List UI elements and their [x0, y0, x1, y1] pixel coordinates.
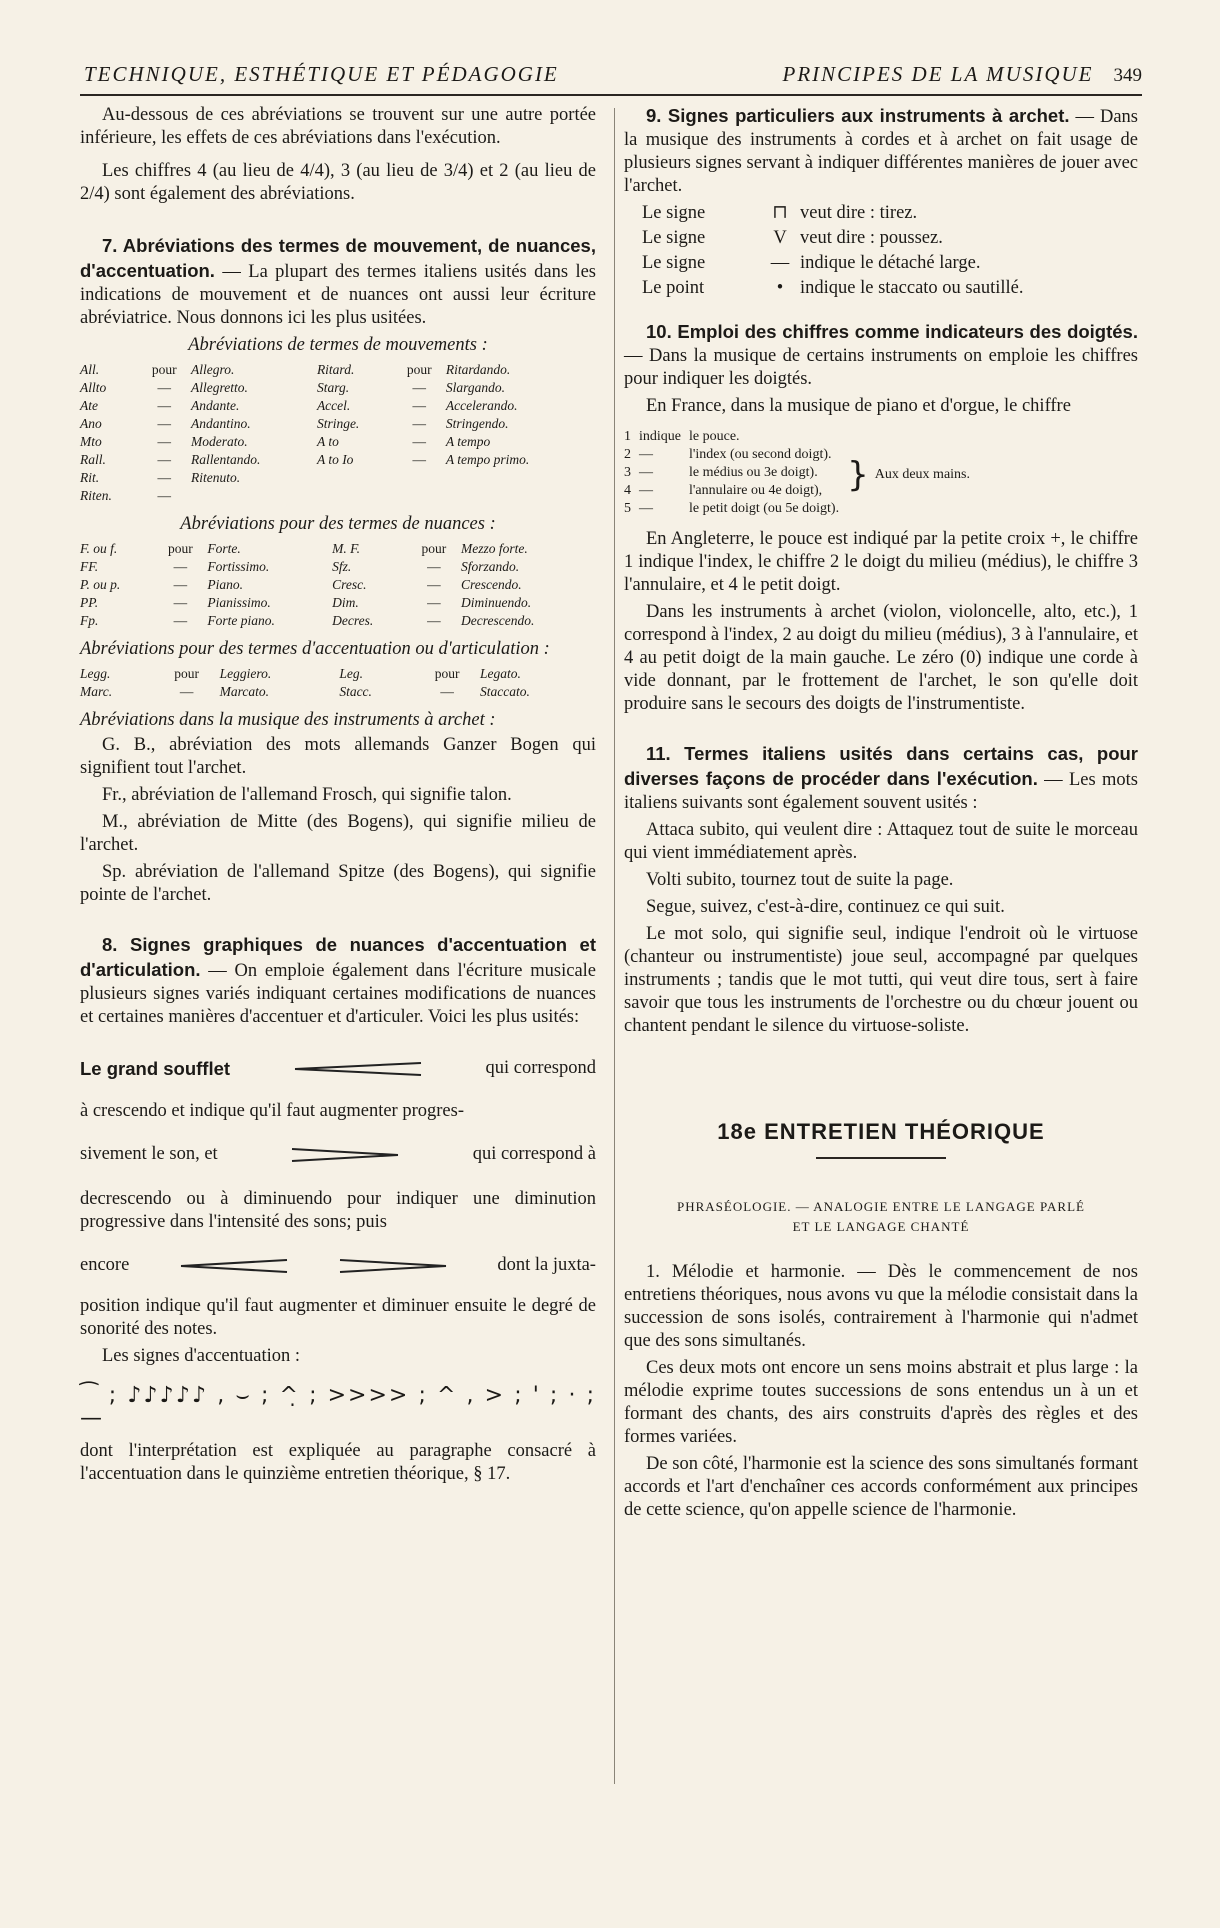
table-cell: le pouce.: [689, 429, 740, 444]
table-cell: Starg.: [316, 380, 350, 395]
caption-nuances: Abréviations pour des termes de nuances :: [180, 514, 496, 534]
paragraph: Attaca subito, qui veulent dire : Attaquez tout de suite le morceau qui vient immédiatement après.: [624, 820, 1138, 863]
table-row: [624, 482, 847, 500]
table-cell: —: [639, 465, 653, 480]
table-cell: All.: [80, 362, 100, 377]
table-row: [80, 540, 596, 558]
table-cell: —: [157, 416, 172, 431]
bow-sign-icon: —: [770, 253, 790, 273]
table-row: [624, 428, 847, 446]
paragraph: De son côté, l'harmonie est la science des sons simultanés formant accords et l'art d'enchaîner ces accords conformément aux principes de cette science, qu'on appelle science de l'harmonie.: [624, 1454, 1138, 1520]
section-11: [624, 742, 1138, 815]
bow-sign-text: indique le détaché large.: [800, 253, 981, 273]
table-cell: —: [157, 488, 172, 503]
table-row: [80, 361, 596, 379]
table-row: [80, 594, 596, 612]
table-cell: Mto: [80, 434, 102, 449]
table-cell: Sfz.: [332, 559, 352, 574]
table-cell: Piano.: [207, 577, 244, 592]
table-cell: Decrescendo.: [461, 613, 535, 628]
table-nuances: [80, 540, 596, 630]
bow-sign-row: [642, 227, 1138, 250]
table-cell: Andante.: [190, 398, 240, 413]
table-cell: Ritardando.: [445, 362, 511, 377]
aux-deux-mains: Aux deux mains.: [874, 467, 970, 482]
decrescendo-hairpin-icon: [338, 1259, 448, 1273]
table-cell: Fp.: [80, 613, 99, 628]
bow-sign-icon: •: [776, 278, 784, 298]
bow-sign-icon: V: [773, 228, 787, 248]
table-cell: l'index (ou second doigt).: [689, 447, 832, 462]
table-cell: 1: [624, 429, 631, 444]
table-cell: pour: [434, 666, 460, 681]
table-cell: pour: [151, 362, 177, 377]
table-cell: [397, 487, 446, 505]
fingering-block: [624, 422, 1138, 528]
text-fragment: à crescendo et indique qu'il faut augmenter progres-: [80, 1101, 464, 1121]
table-cell: A tempo primo.: [445, 452, 530, 467]
table-cell: Stringe.: [316, 416, 360, 431]
table-cell: P. ou p.: [80, 577, 121, 592]
running-header: [80, 60, 1142, 96]
table-cell: Leg.: [339, 666, 363, 681]
table-cell: indique: [639, 429, 681, 444]
table-cell: —: [412, 380, 426, 395]
caption-archet: Abréviations dans la musique des instruments à archet :: [80, 710, 496, 730]
table-cell: —: [179, 684, 194, 699]
table-row: [80, 379, 596, 397]
table-cell: Rallentando.: [190, 452, 261, 467]
table-cell: Fortissimo.: [207, 559, 270, 574]
text-fragment: Le grand soufflet: [80, 1058, 231, 1079]
table-cell: —: [427, 577, 441, 592]
paragraph: Segue, suivez, c'est-à-dire, continuez ce qui suit.: [646, 897, 1005, 917]
caption-accentuation: Abréviations pour des termes d'accentuation ou d'articulation :: [80, 639, 550, 659]
bow-sign-row: [642, 277, 1138, 300]
bow-sign-text: Le point: [642, 278, 705, 298]
bow-sign-text: Le signe: [642, 203, 706, 223]
table-cell: —: [412, 434, 426, 449]
section-text: — Dans la musique de certains instruments on emploie les chiffres pour indiquer les doigtés.: [624, 346, 1138, 389]
text-fragment: encore: [80, 1255, 130, 1275]
bow-sign-text: veut dire : poussez.: [800, 228, 943, 248]
section-9: [624, 104, 1138, 198]
paragraph: Dans les instruments à archet (violon, violoncelle, alto, etc.), 1 correspond à l'index, 2 au doigt du milieu (médius), 3 à l'annulaire, et 4 au petit doigt de la main gauche. Le zéro (0) indique une corde à vide donnant, par le frottement de l'archet, le son qu'elle doit produire sans le secours des doigts de l'instrumentiste.: [624, 602, 1138, 714]
header-left-title: TECHNIQUE, ESTHÉTIQUE ET PÉDAGOGIE: [84, 62, 559, 86]
table-cell: Allto: [80, 380, 107, 395]
table-cell: —: [427, 595, 441, 610]
table-cell: Crescendo.: [461, 577, 522, 592]
table-cell: Dim.: [332, 595, 359, 610]
table-cell: —: [412, 416, 426, 431]
table-cell: Slargando.: [445, 380, 506, 395]
table-cell: 5: [624, 501, 631, 516]
table-row: [80, 469, 596, 487]
paragraph: Au-dessous de ces abréviations se trouvent sur une autre portée inférieure, les effets de ces abréviations dans l'exécution.: [80, 105, 596, 148]
table-cell: le médius ou 3e doigt).: [689, 465, 818, 480]
section-text: — La plupart des termes italiens usités dans les indications de mouvement et de nuances ont aussi leur écriture abréviatrice. Nous donnons ici les plus usitées.: [80, 262, 597, 328]
table-cell: —: [412, 452, 426, 467]
table-cell: PP.: [80, 595, 99, 610]
paragraph: Les chiffres 4 (au lieu de 4/4), 3 (au lieu de 3/4) et 2 (au lieu de 2/4) sont également des abréviations.: [80, 161, 596, 204]
table-cell: [191, 487, 317, 505]
table-cell: —: [427, 613, 441, 628]
table-cell: F. ou f.: [80, 541, 118, 556]
bow-sign-text: veut dire : tirez.: [800, 203, 918, 223]
caption-mouvements: Abréviations de termes de mouvements :: [188, 335, 488, 355]
right-column: [624, 104, 1138, 1526]
section-title: 9. Signes particuliers aux instruments à archet.: [646, 105, 1070, 126]
bow-sign-text: Le signe: [642, 228, 706, 248]
paragraph: Volti subito, tournez tout de suite la page.: [646, 870, 954, 890]
table-cell: —: [157, 380, 172, 395]
chapter-subtitle-1: PHRASÉOLOGIE. — ANALOGIE ENTRE LE LANGAGE PARLÉ: [677, 1199, 1085, 1214]
table-cell: Staccato.: [480, 684, 530, 699]
text-fragment: qui correspond à: [472, 1144, 596, 1164]
table-accentuation: [80, 665, 596, 701]
section-7: [80, 234, 596, 330]
bow-signs-list: [642, 202, 1138, 300]
decrescendo-line: [80, 1143, 596, 1166]
table-cell: Sforzando.: [461, 559, 520, 574]
table-cell: pour: [174, 666, 200, 681]
table-row: [80, 665, 596, 683]
table-cell: Andantino.: [190, 416, 251, 431]
table-cell: Legg.: [80, 666, 111, 681]
table-row: [80, 415, 596, 433]
table-row: [80, 451, 596, 469]
table-cell: A tempo: [445, 434, 491, 449]
left-column: [80, 104, 596, 1490]
table-cell: Diminuendo.: [461, 595, 532, 610]
table-row: [80, 683, 596, 701]
crescendo-hairpin-icon: [179, 1259, 289, 1273]
table-cell: —: [639, 447, 653, 462]
paragraph: 1. Mélodie et harmonie. — Dès le commencement de nos entretiens théoriques, nous avons vu que la mélodie consistait dans la succession de sons isolés, contrairement à l'harmonie qui n'admet que des sons simultanés.: [624, 1262, 1138, 1351]
paragraph: En Angleterre, le pouce est indiqué par la petite croix +, le chiffre 1 indique l'index, le chiffre 2 le doigt du milieu (médius), le chiffre 3 l'annulaire, et 4 le petit doigt.: [624, 529, 1138, 595]
section-title: 8. Signes graphiques de nuances d'accentuation et d'articulation.: [80, 934, 596, 980]
table-cell: Cresc.: [332, 577, 367, 592]
table-cell: [397, 469, 446, 487]
table-cell: —: [173, 613, 188, 628]
table-row: [80, 612, 596, 630]
section-8: [80, 933, 596, 1029]
table-row: [80, 487, 596, 505]
table-cell: —: [157, 470, 172, 485]
section-text: — On emploie également dans l'écriture musicale plusieurs signes variés indiquant certaines modifications de nuances et certaines manières d'accentuer et d'articuler. Voici les plus usités:: [80, 961, 597, 1027]
table-cell: —: [157, 398, 172, 413]
header-right: [783, 62, 1143, 87]
table-mouvements: [80, 361, 596, 505]
bow-sign-text: indique le staccato ou sautillé.: [800, 278, 1024, 298]
table-cell: Marcato.: [219, 684, 269, 699]
table-cell: FF.: [80, 559, 99, 574]
table-row: [80, 558, 596, 576]
bow-sign-text: Le signe: [642, 253, 706, 273]
table-cell: le petit doigt (ou 5e doigt).: [689, 501, 840, 516]
table-cell: pour: [167, 541, 193, 556]
table-cell: Ritard.: [316, 362, 355, 377]
table-cell: A to Io: [316, 452, 354, 467]
section-title: 11. Termes italiens usités dans certains cas, pour diverses façons de procéder dans l'exécution.: [624, 743, 1138, 789]
table-row: [80, 576, 596, 594]
table-cell: Ritenuto.: [190, 470, 241, 485]
table-cell: Allegretto.: [190, 380, 248, 395]
soufflet-line: [80, 1057, 596, 1080]
table-cell: Riten.: [80, 488, 112, 503]
table-cell: pour: [406, 362, 432, 377]
table-cell: —: [639, 483, 653, 498]
table-cell: Accelerando.: [445, 398, 518, 413]
bow-sign-row: [642, 252, 1138, 275]
table-cell: Pianissimo.: [207, 595, 271, 610]
table-cell: Allegro.: [190, 362, 235, 377]
text-fragment: dont la juxta-: [497, 1255, 596, 1275]
table-cell: 3: [624, 465, 631, 480]
section-title: 7. Abréviations des termes de mouvement, de nuances, d'accentuation.: [80, 235, 596, 281]
brace-icon: }: [847, 455, 869, 495]
paragraph: Sp. abréviation de l'allemand Spitze (des Bogens), qui signifie pointe de l'archet.: [80, 862, 596, 905]
table-cell: —: [173, 577, 188, 592]
table-cell: Marc.: [80, 684, 113, 699]
table-cell: Forte.: [207, 541, 241, 556]
chapter-title: 18e ENTRETIEN THÉORIQUE: [717, 1119, 1045, 1144]
table-cell: Stacc.: [339, 684, 372, 699]
table-cell: Moderato.: [190, 434, 248, 449]
table-cell: —: [440, 684, 454, 699]
table-cell: Legato.: [480, 666, 521, 681]
accent-signs-image: ⁀ ; ♪♪♪♪♪ , ⌣ ; ^̣ ; >>>> ; ^ , > ; ' ; · ; —: [80, 1383, 596, 1431]
section-text: — Dans la musique des instruments à cordes et à archet on fait usage de plusieurs signes servant à indiquer différentes manières de jouer avec l'archet.: [624, 107, 1139, 196]
section-title: 10. Emploi des chiffres comme indicateurs des doigtés.: [646, 321, 1138, 342]
table-cell: [317, 487, 397, 505]
header-right-title: PRINCIPES DE LA MUSIQUE: [782, 62, 1094, 86]
paragraph: Fr., abréviation de l'allemand Frosch, qui signifie talon.: [102, 785, 512, 805]
table-cell: M. F.: [332, 541, 361, 556]
paragraph: Ces deux mots ont encore un sens moins abstrait et plus large : la mélodie exprime toutes successions de sons entendus un à un et formant des chants, des airs construits d'après des règles et des formes variées.: [624, 1358, 1138, 1447]
paragraph: decrescendo ou à diminuendo pour indiquer une diminution progressive dans l'intensité des sons; puis: [80, 1189, 596, 1232]
table-cell: 4: [624, 483, 631, 498]
table-cell: Mezzo forte.: [461, 541, 528, 556]
table-cell: —: [427, 559, 441, 574]
fingering-table: [624, 428, 847, 518]
decrescendo-hairpin-icon: [290, 1148, 400, 1162]
table-row: [80, 433, 596, 451]
table-cell: [446, 487, 596, 505]
paragraph: Le mot solo, qui signifie seul, indique l'endroit où le virtuose (chanteur ou instrumentiste) joue seul, accompagné par quelques instruments ; tandis que le mot tutti, qui veut dire tous, sert à faire savoir que tous les instruments de l'orchestre ou du chœur jouent ou chantent pendant le silence du virtuose-soliste.: [624, 924, 1138, 1036]
table-row: [624, 446, 847, 464]
bow-sign-row: [642, 202, 1138, 225]
table-cell: A to: [316, 434, 339, 449]
table-cell: Accel.: [316, 398, 351, 413]
page-number: 349: [1113, 65, 1142, 86]
crescendo-hairpin-icon: [293, 1062, 423, 1076]
section-text: — Les mots italiens suivants sont également souvent usités :: [624, 770, 1138, 813]
paragraph: G. B., abréviation des mots allemands Ganzer Bogen qui signifient tout l'archet.: [80, 735, 596, 778]
table-cell: —: [157, 452, 172, 467]
table-cell: Rall.: [80, 452, 106, 467]
table-row: [80, 397, 596, 415]
juxtaposition-line: [80, 1254, 596, 1277]
table-cell: —: [173, 595, 188, 610]
paragraph: En France, dans la musique de piano et d'orgue, le chiffre: [646, 396, 1071, 416]
table-cell: —: [412, 398, 426, 413]
table-cell: 2: [624, 447, 631, 462]
bow-sign-icon: ⊓: [772, 203, 788, 223]
table-row: [624, 500, 847, 518]
table-cell: Forte piano.: [207, 613, 275, 628]
paragraph: Les signes d'accentuation :: [102, 1346, 301, 1366]
text-fragment: qui correspond: [485, 1058, 596, 1078]
table-cell: Decres.: [332, 613, 374, 628]
column-divider: [614, 108, 615, 1784]
table-cell: Ate: [80, 398, 98, 413]
table-row: [624, 464, 847, 482]
table-cell: Ano: [80, 416, 102, 431]
section-10: [624, 320, 1138, 391]
table-cell: —: [639, 501, 653, 516]
table-cell: —: [173, 559, 188, 574]
table-cell: —: [157, 434, 172, 449]
text-fragment: sivement le son, et: [80, 1144, 218, 1164]
table-cell: [446, 469, 596, 487]
table-cell: Stringendo.: [445, 416, 509, 431]
paragraph: dont l'interprétation est expliquée au paragraphe consacré à l'accentuation dans le quinzième entretien théorique, § 17.: [80, 1441, 596, 1484]
table-cell: Rit.: [80, 470, 100, 485]
table-cell: Leggiero.: [219, 666, 272, 681]
paragraph: M., abréviation de Mitte (des Bogens), qui signifie milieu de l'archet.: [80, 812, 596, 855]
chapter-subtitle-2: ET LE LANGAGE CHANTÉ: [792, 1219, 970, 1234]
table-cell: l'annulaire ou 4e doigt),: [689, 483, 823, 498]
table-cell: [317, 469, 397, 487]
paragraph: position indique qu'il faut augmenter et diminuer ensuite le degré de sonorité des notes.: [80, 1296, 596, 1339]
table-cell: pour: [421, 541, 447, 556]
